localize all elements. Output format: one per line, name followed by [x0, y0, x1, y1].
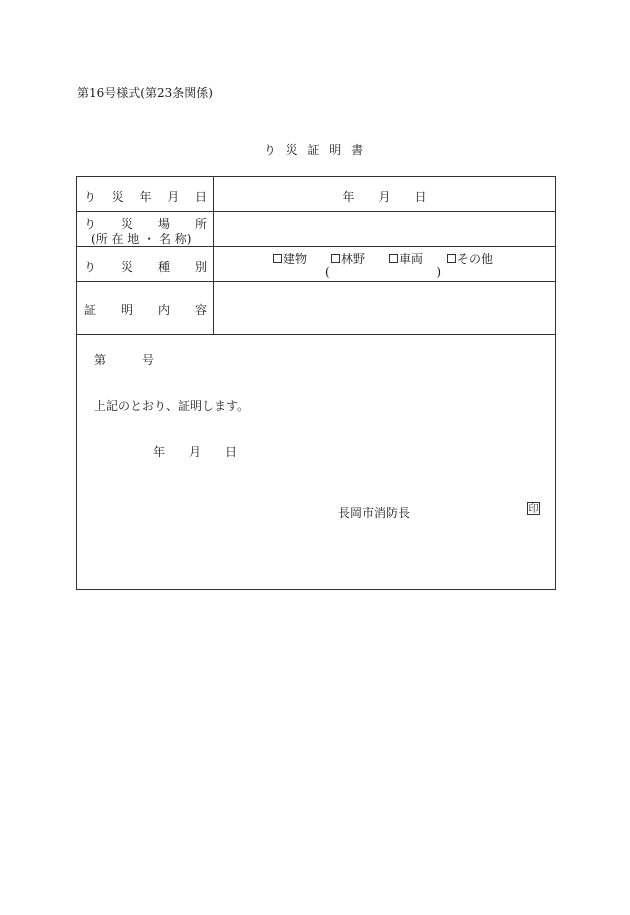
label-char: 別 [194, 260, 207, 274]
label-char: 月 [167, 190, 180, 204]
disaster-date-field: 年 月 日 [342, 190, 427, 204]
value-disaster-date[interactable] [214, 177, 555, 211]
certification-statement: 上記のとおり、証明します。 [94, 399, 250, 413]
label-char: 年 [139, 190, 152, 204]
checkbox-icon[interactable] [273, 254, 282, 263]
label-disaster-kind [77, 247, 214, 281]
label-char: り [84, 190, 97, 204]
certificate-form [76, 176, 556, 590]
option-label: 車両 [399, 252, 424, 266]
value-certification-content[interactable] [214, 282, 555, 334]
label-disaster-date [77, 177, 214, 211]
option-other[interactable] [447, 250, 493, 267]
label-char: 日 [194, 190, 207, 204]
option-building[interactable] [273, 250, 307, 267]
certification-date: 年 月 日 [153, 445, 238, 459]
label-char: 災 [120, 217, 133, 231]
certificate-number: 第 号 [94, 353, 155, 367]
label-address-name: (所 在 地 ・ 名 称) [91, 232, 192, 246]
label-char: 内 [157, 303, 170, 317]
form-number: 第16号様式(第23条関係) [77, 86, 213, 100]
value-disaster-kind [214, 247, 555, 281]
label-certification-content [77, 282, 214, 334]
label-char: 証 [84, 303, 97, 317]
label-disaster-place [77, 212, 214, 246]
label-char: 災 [111, 190, 124, 204]
checkbox-icon[interactable] [389, 254, 398, 263]
document-title: り 災 証 明 書 [263, 143, 367, 157]
row-disaster-place [77, 212, 555, 247]
row-disaster-date [77, 177, 555, 212]
label-char: 場 [157, 217, 170, 231]
row-disaster-kind [77, 247, 555, 282]
label-char: 明 [120, 303, 133, 317]
checkbox-icon[interactable] [447, 254, 456, 263]
label-char: 容 [194, 303, 207, 317]
seal-mark: 印 [528, 504, 539, 515]
option-label: 林野 [341, 252, 366, 266]
other-detail-field[interactable] [325, 265, 441, 279]
paren-close: ) [436, 265, 441, 279]
paren-open: ( [325, 265, 330, 279]
label-char: り [84, 260, 97, 274]
checkbox-icon[interactable] [331, 254, 340, 263]
row-certification-content [77, 282, 555, 335]
option-label: 建物 [283, 252, 308, 266]
label-char: 種 [157, 260, 170, 274]
label-char: 所 [194, 217, 207, 231]
label-char: 災 [120, 260, 133, 274]
label-char: り [84, 217, 97, 231]
issuer-name: 長岡市消防長 [338, 506, 411, 520]
certification-area [77, 335, 555, 589]
value-disaster-place[interactable] [214, 212, 555, 246]
option-label: その他 [457, 252, 494, 266]
